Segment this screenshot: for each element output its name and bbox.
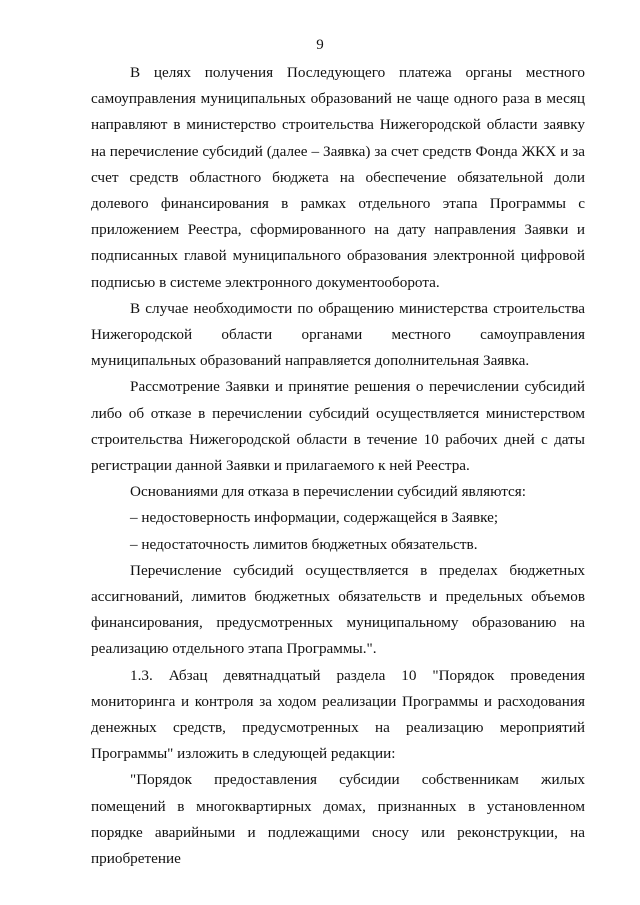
- page-number: 9: [316, 37, 324, 53]
- paragraph-subsidy-transfer: Перечисление субсидий осуществляется в пределах бюджетных ассигнований, лимитов бюджетных обязательств и предельных объемов финансирования, предусмотренных муниципальному образованию на реализацию отдельного этапа Программы.".: [91, 561, 585, 658]
- paragraph-request-review: Рассмотрение Заявки и принятие решения о перечислении субсидий либо об отказе в перечислении субсидий осуществляется министерством строительства Нижегородской области в течение 10 рабочих дней с даты регистрации данной Заявки и прилагаемого к ней Реестра.: [91, 378, 585, 475]
- document-body: [91, 60, 585, 872]
- paragraph-next-payment-request: В целях получения Последующего платежа органы местного самоуправления муниципальных образований не чаще одного раза в месяц направляют в министерство строительства Нижегородской области заявку на перечисление субсидий (далее – Заявка) за счет средств Фонда ЖКХ и за счет средств областного бюджета на обеспечение обязательной доли долевого финансирования в рамках отдельного этапа Программы с приложением Реестра, сформированного на дату направления Заявки и подписанных главой муниципального образования электронной цифровой подписью в системе электронного документооборота.: [91, 64, 585, 291]
- paragraph-subsidy-procedure: "Порядок предоставления субсидии собственникам жилых помещений в многоквартирных домах, признанных в установленном порядке аварийными и подлежащими сносу или реконструкции, на приобретение: [91, 771, 585, 868]
- paragraph-additional-request: В случае необходимости по обращению министерства строительства Нижегородской области органами местного самоуправления муниципальных образований направляется дополнительная Заявка.: [91, 299, 585, 370]
- list-item-unreliable-info: – недостоверность информации, содержащейся в Заявке;: [130, 509, 499, 527]
- paragraph-refusal-grounds: Основаниями для отказа в перечислении субсидий являются:: [130, 483, 527, 501]
- paragraph-amendment-1-3: 1.3. Абзац девятнадцатый раздела 10 "Порядок проведения мониторинга и контроля за ходом реализации Программы и расходования денежных средств, предусмотренных на реализацию мероприятий Программы" изложить в следующей редакции:: [91, 666, 585, 763]
- list-item-insufficient-limits: – недостаточность лимитов бюджетных обязательств.: [130, 535, 478, 553]
